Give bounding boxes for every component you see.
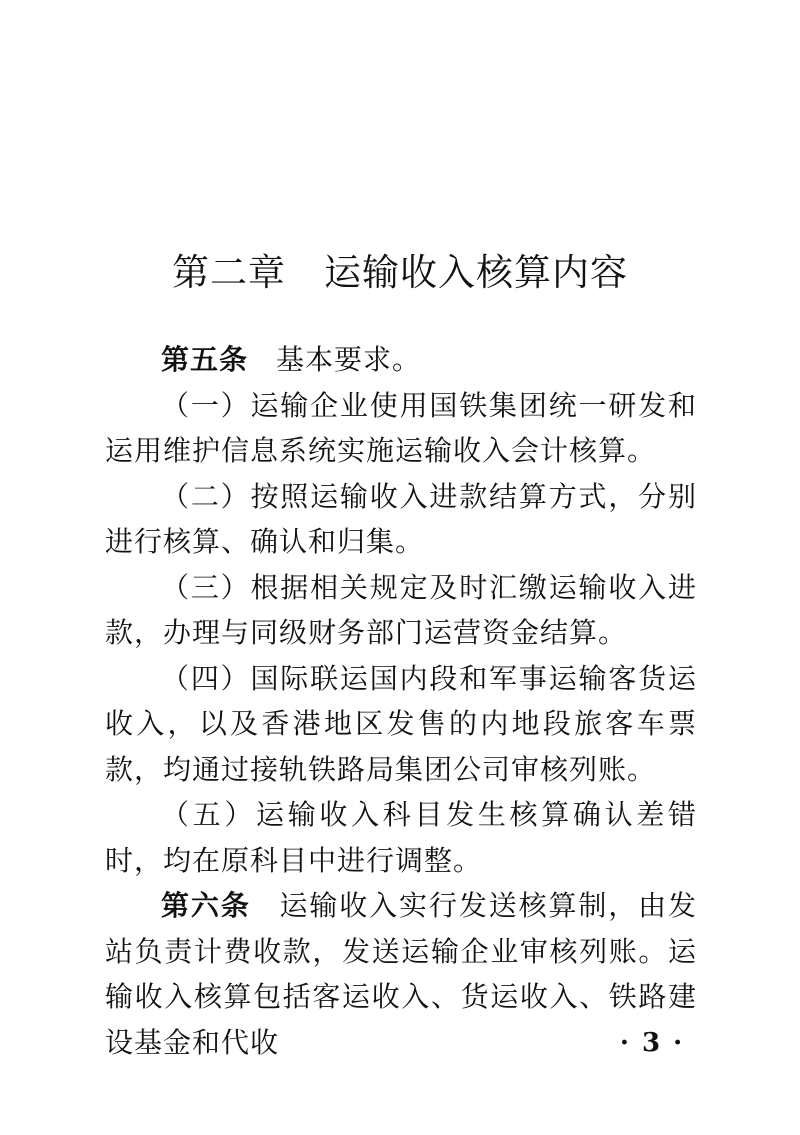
- paragraph-text: （三）根据相关规定及时汇缴运输收入进款，办理与同级财务部门运营资金结算。: [105, 570, 697, 649]
- article-label: 第六条: [161, 889, 251, 922]
- clause-5: [105, 792, 697, 883]
- chapter-title: 第二章 运输收入核算内容: [172, 251, 628, 294]
- clause-1: [105, 383, 697, 474]
- paragraph-text: 运输收入实行发送核算制，由发站负责计费收款，发送运输企业审核列账。运输收入核算包括客运收入、货运收入、铁路建设基金和代收: [105, 889, 697, 1059]
- paragraph-text: （二）按照运输收入进款结算方式，分别进行核算、确认和归集。: [105, 479, 697, 558]
- clause-3: [105, 565, 697, 656]
- paragraph-text: （五）运输收入科目发生核算确认差错时，均在原科目中进行调整。: [105, 798, 697, 877]
- clause-2: [105, 474, 697, 565]
- paragraph-text: 基本要求。: [276, 343, 422, 376]
- paragraph-text: （四）国际联运国内段和军事运输客货运收入，以及香港地区发售的内地段旅客车票款，均通过接轨铁路局集团公司审核列账。: [105, 661, 697, 786]
- body-text: [105, 337, 697, 1065]
- article-label: 第五条: [161, 343, 249, 376]
- page-number: · 3 ·: [619, 1028, 685, 1058]
- article-5: [105, 337, 697, 383]
- paragraph-text: （一）运输企业使用国铁集团统一研发和运用维护信息系统实施运输收入会计核算。: [105, 388, 697, 467]
- clause-4: [105, 656, 697, 793]
- article-6: [105, 883, 697, 1065]
